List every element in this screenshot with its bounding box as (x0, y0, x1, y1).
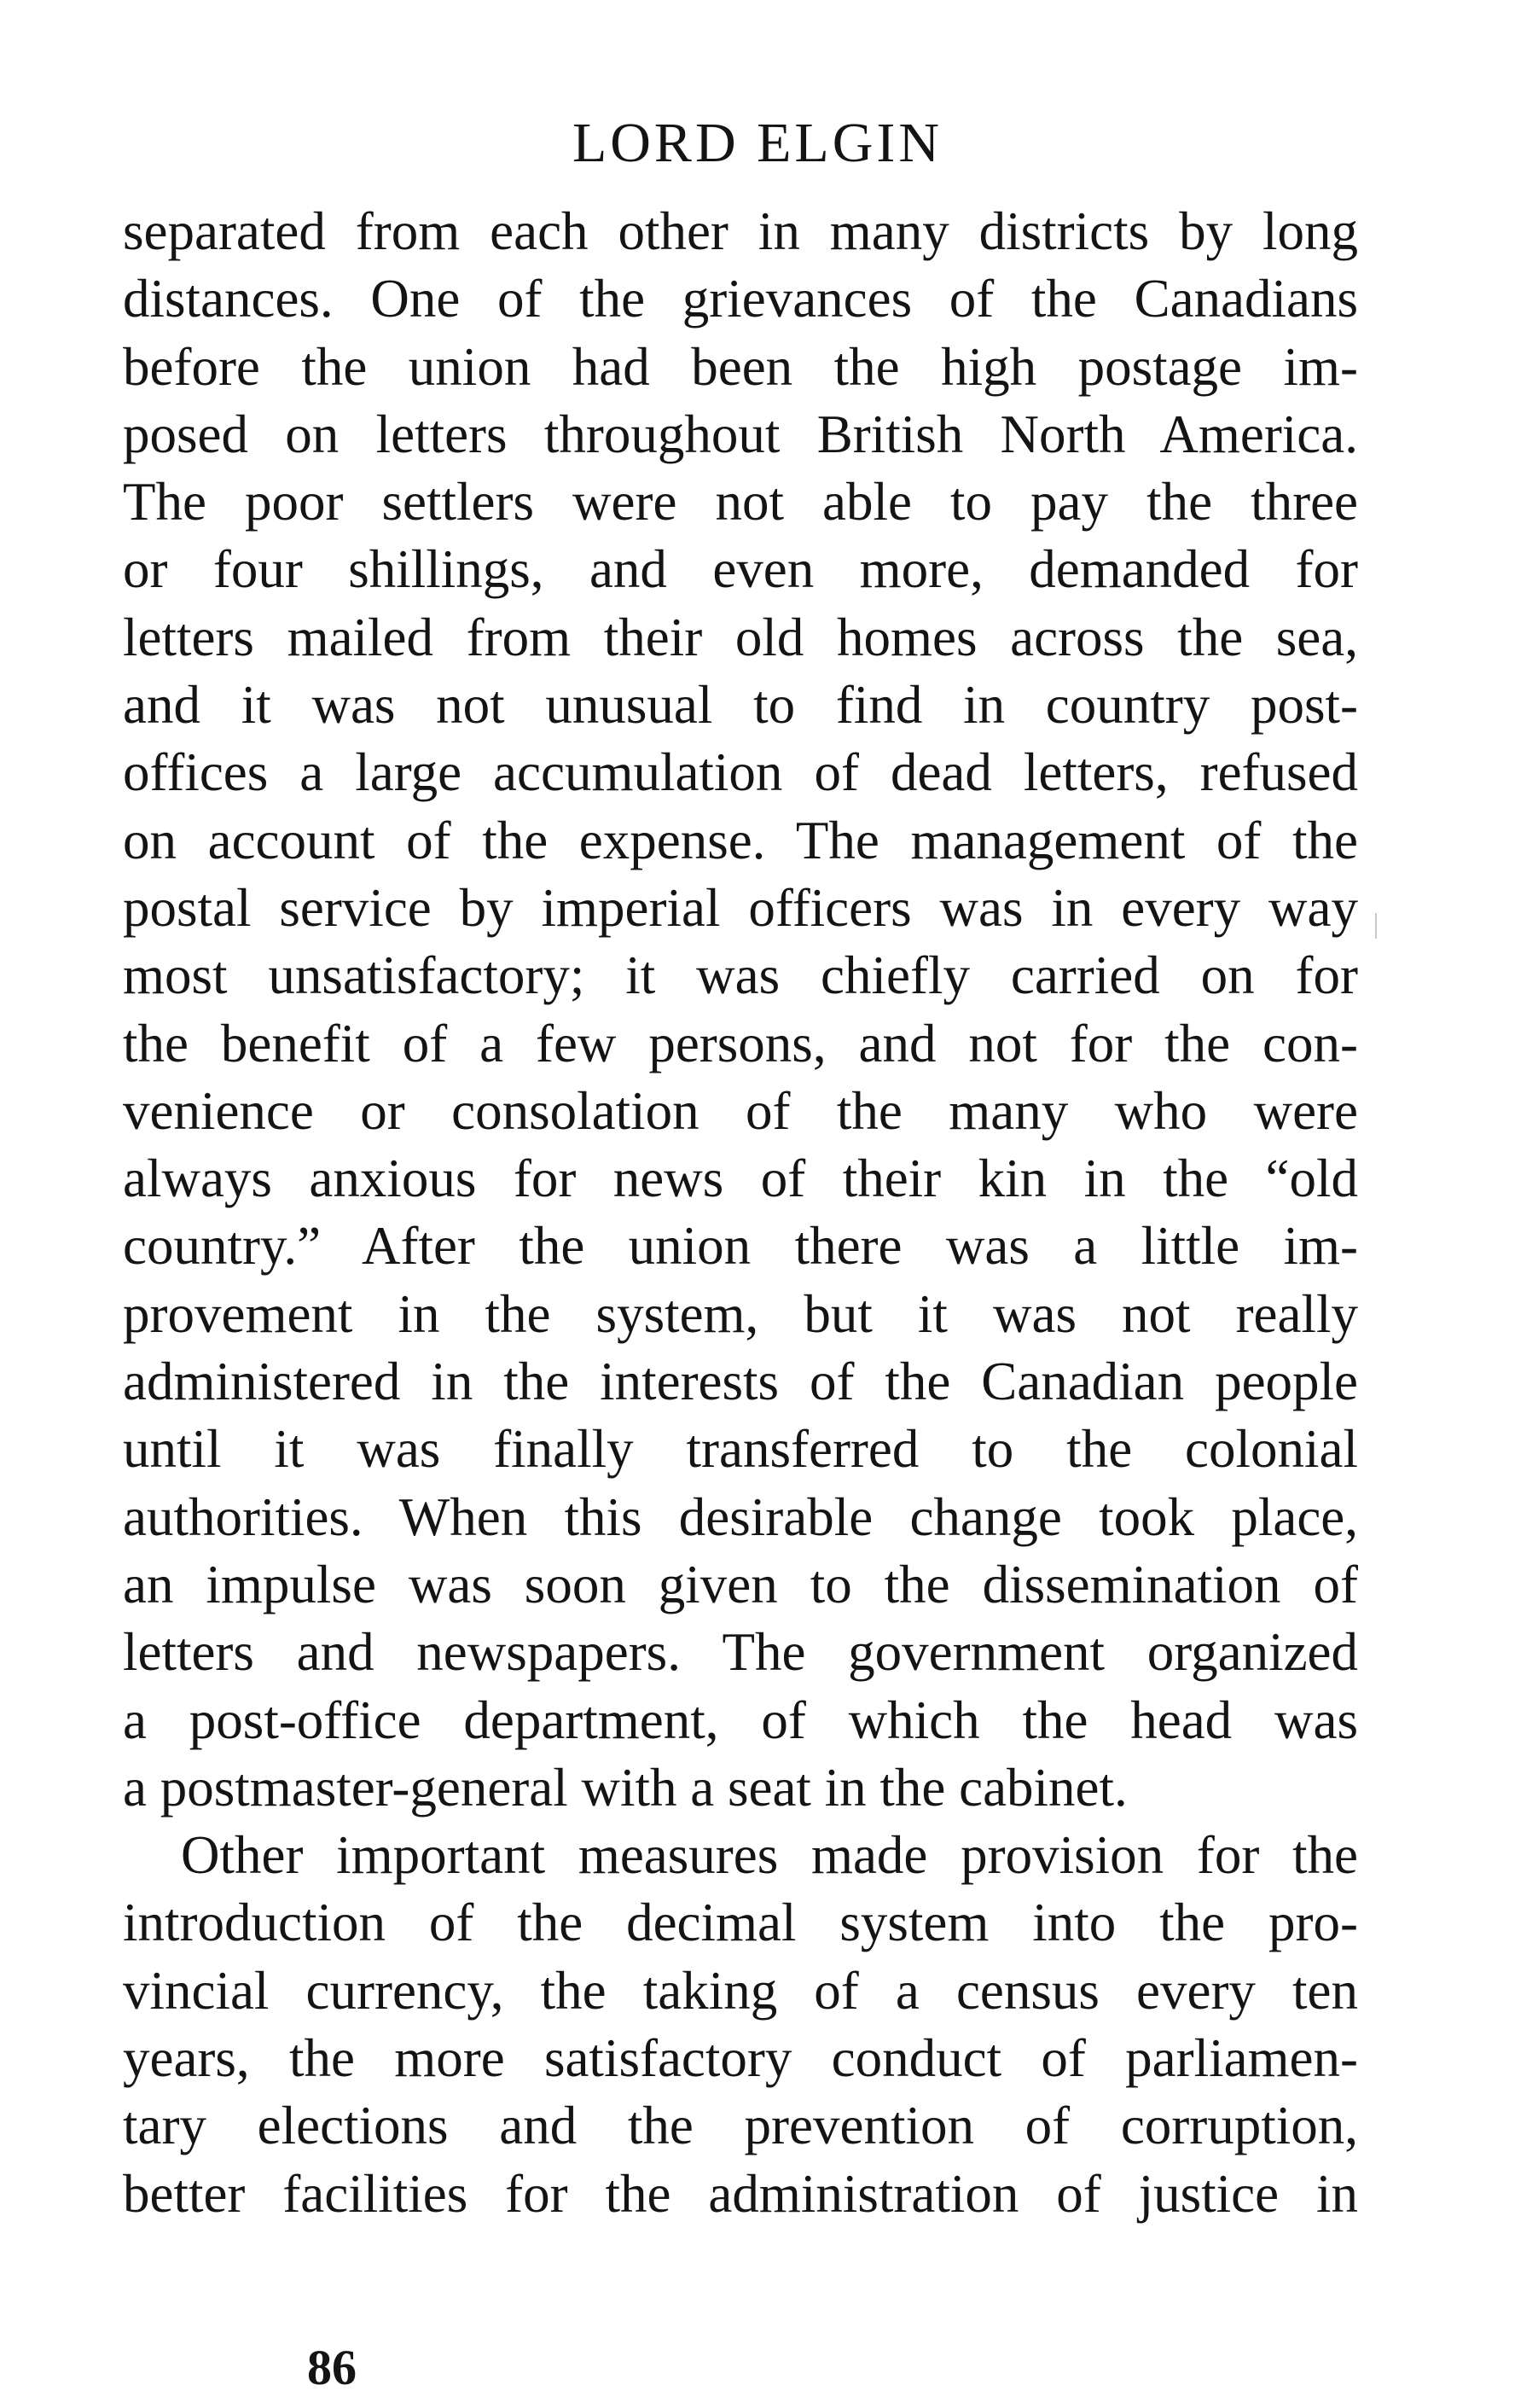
text-line: administered in the interests of the Canadian people (123, 1352, 1358, 1412)
text-line: before the union had been the high postage im- (123, 336, 1358, 397)
text-line: until it was finally transferred to the colonial (123, 1419, 1358, 1480)
text-line: letters mailed from their old homes across the sea, (123, 607, 1358, 667)
text-line: a postmaster-general with a seat in the cabinet. (123, 1757, 1128, 1818)
text-line: letters and newspapers. The government organized (123, 1622, 1358, 1683)
text-line: Other important measures made provision for the (181, 1825, 1358, 1886)
text-line: provement in the system, but it was not really (123, 1283, 1358, 1344)
page-number: 86 (307, 2340, 357, 2395)
text-line: an impulse was soon given to the dissemination of (123, 1554, 1358, 1614)
text-line: introduction of the decimal system into the pro- (123, 1893, 1358, 1953)
print-speck (1375, 913, 1377, 939)
text-line: distances. One of the grievances of the Canadians (123, 269, 1358, 329)
text-line: postal service by imperial officers was in every way (123, 877, 1358, 938)
body-text (123, 198, 1358, 2228)
text-line: always anxious for news of their kin in the “old (123, 1149, 1358, 1209)
running-head: LORD ELGIN (572, 112, 943, 174)
text-line: country.” After the union there was a little im- (123, 1216, 1358, 1277)
text-line: or four shillings, and even more, demanded for (123, 539, 1358, 600)
text-line: a post-office department, of which the head was (123, 1690, 1358, 1750)
text-line: The poor settlers were not able to pay the three (123, 472, 1358, 532)
text-line: authorities. When this desirable change took place, (123, 1486, 1358, 1547)
text-line: vincial currency, the taking of a census every ten (123, 1960, 1358, 2021)
text-line: on account of the expense. The management of the (123, 810, 1358, 870)
text-line: the benefit of a few persons, and not for the con- (123, 1013, 1358, 1073)
text-line: most unsatisfactory; it was chiefly carried on for (123, 945, 1358, 1006)
text-line: posed on letters throughout British North America. (123, 404, 1358, 464)
text-line: venience or consolation of the many who were (123, 1080, 1358, 1141)
text-line: offices a large accumulation of dead letters, refused (123, 742, 1358, 803)
text-line: better facilities for the administration of justice in (123, 2163, 1358, 2224)
text-line: years, the more satisfactory conduct of parliamen- (123, 2028, 1358, 2089)
text-line: separated from each other in many districts by long (123, 201, 1358, 261)
text-line: and it was not unusual to find in country post- (123, 675, 1358, 736)
text-line: tary elections and the prevention of corruption, (123, 2096, 1358, 2156)
